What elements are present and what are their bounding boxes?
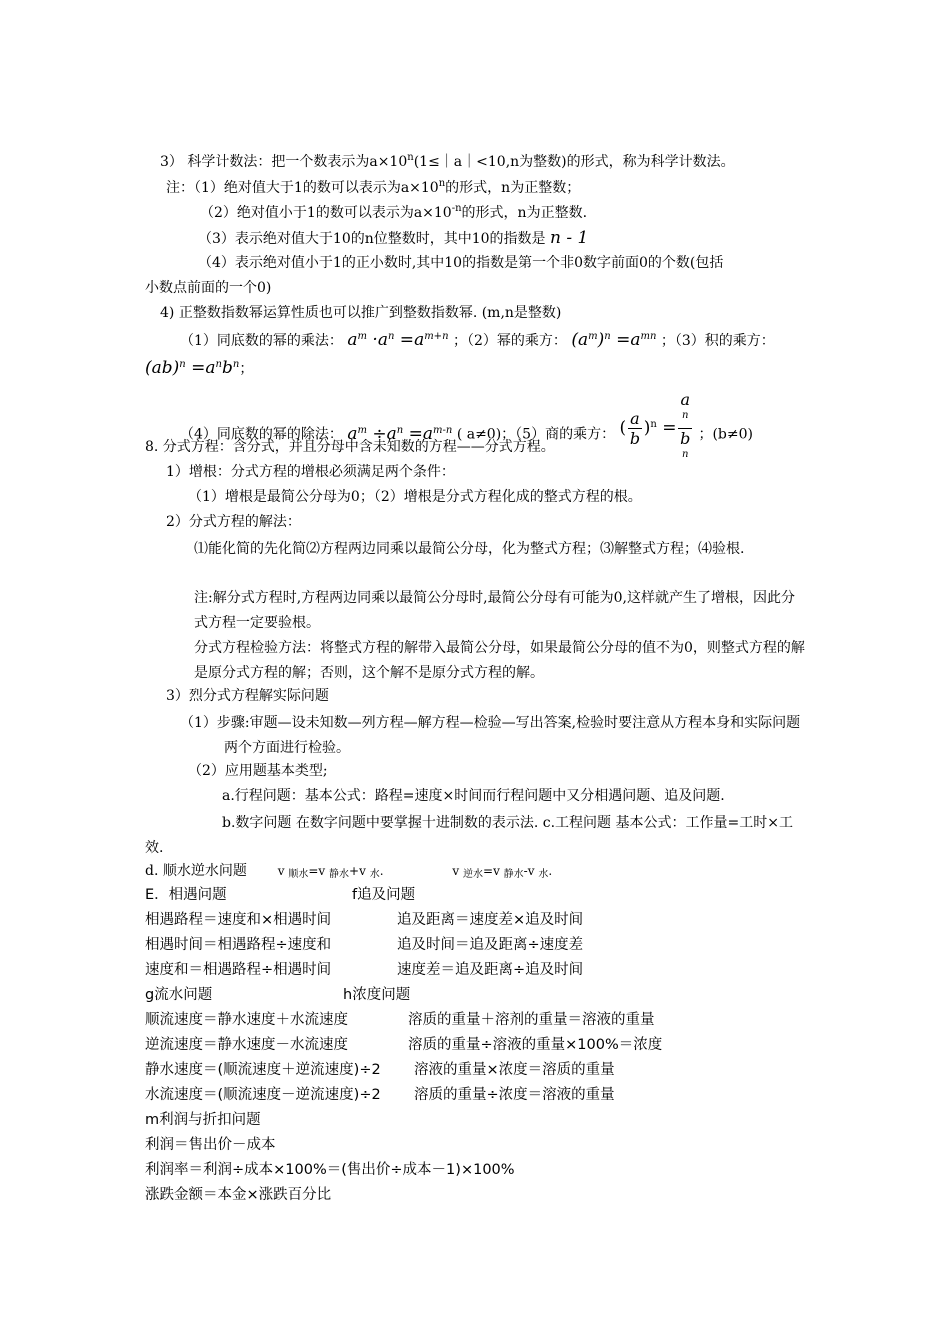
upstream-formula: v $_{逆水}$=v $_{静水}$-v $_水$. <box>452 864 553 880</box>
note-4-line-1: （4）表示绝对值小于1的正小数时,其中10的指数是第一个非0数字前面0的个数(包括 <box>198 255 724 271</box>
note-4-line-2: 小数点前面的一个0) <box>145 280 272 296</box>
table-row: 相遇时间＝相遇路程÷速度和 <box>145 937 332 953</box>
fractional-equation-title: 8. 分式方程：含分式，并且分母中含未知数的方程——分式方程。 <box>145 439 555 455</box>
extraneous-root-heading: 1）增根：分式方程的增根必须满足两个条件： <box>166 464 455 480</box>
travel-problem: a.行程问题：基本公式：路程=速度×时间而行程问题中又分相遇问题、追及问题. <box>222 788 725 804</box>
formula-quotient-power: ( $\frac{a}{b}$ )$^n$ = a $^n$ b $^n$ <box>619 390 691 460</box>
table-row: E．相遇问题 <box>145 887 227 903</box>
formula-quotient-rule: $a^m \div a^n =a^{m-n}$ <box>347 423 453 444</box>
table-row-right: 溶质的重量÷溶液的重量×100%＝浓度 <box>408 1037 663 1053</box>
profit-formula: 利润＝售出价－成本 <box>145 1137 276 1153</box>
table-row-right: 溶质的重量＋溶剂的重量＝溶液的重量 <box>408 1012 655 1028</box>
scientific-notation-title: 3） 科学计数法：把一个数表示为$a\times 10^n(1\le|a|<10,n$为整数)的形式，称为科学计数法。 <box>160 152 735 170</box>
table-row-right: 溶液的重量×浓度＝溶质的重量 <box>414 1062 615 1078</box>
solving-steps: ⑴能化简的先化简⑵方程两边同乘以最简公分母，化为整式方程；⑶解整式方程；⑷验根. <box>194 541 745 557</box>
table-row-right: 速度差＝追及距离÷追及时间 <box>397 962 584 978</box>
table-row-right: 追及时间＝追及距离÷速度差 <box>397 937 584 953</box>
downstream-formula: v $_{顺水}$=v $_{静水}$+v $_水$. <box>277 864 384 880</box>
exponent-rules-line-3: （4）同底数的幂的除法： $a^m \div a^n =a^{m-n}$ ( a≠0)；（5）商的乘方： ( $\frac{a}{b}$ )$^n$ = a $^n$ b $^n$ ；(b≠0) <box>180 396 753 473</box>
problem-types-heading: （2）应用题基本类型; <box>188 763 328 779</box>
note-3: （3）表示绝对值大于10的n位整数时，其中10的指数是 n - 1 <box>198 228 589 248</box>
formula-product-power: $(ab)^n =a^nb^n$ <box>145 358 240 378</box>
formula-power-rule: $(a^m)^n =a^{mn}$ <box>571 330 657 350</box>
table-row-right: f追及问题 <box>352 887 416 903</box>
change-amount-formula: 涨跌金额＝本金×涨跌百分比 <box>145 1187 332 1203</box>
table-row: 顺流速度＝静水速度＋水流速度 <box>145 1012 348 1028</box>
exponent-rules-title: 4) 正整数指数幂运算性质也可以推广到整数指数幂. (m,n是整数) <box>160 305 562 321</box>
practical-problems-heading: 3）烈分式方程解实际问题 <box>166 688 329 704</box>
formula-product-rule: $a^m \cdot a^n =a^{m+n}$ <box>347 330 449 350</box>
exponent-rules-line-2: $(ab)^n =a^nb^n$； <box>145 358 254 378</box>
profit-rate-formula: 利润率＝利润÷成本×100%＝(售出价÷成本－1)×100% <box>145 1162 515 1178</box>
note-2: （2）绝对值小于1的数可以表示为$a\times 10^{-n}$的形式，n为正整数. <box>200 203 588 221</box>
table-row-right: 溶质的重量÷浓度＝溶液的重量 <box>414 1087 615 1103</box>
check-method: 分式方程检验方法：将整式方程的解带入最简公分母，如果最简公分母的值不为0，则整式方程的解是原分式方程的解；否则，这个解不是原分式方程的解。 <box>194 640 805 681</box>
profit-heading: m利润与折扣问题 <box>145 1112 261 1128</box>
table-row: 逆流速度＝静水速度－水流速度 <box>145 1037 348 1053</box>
table-row: 速度和＝相遇路程÷相遇时间 <box>145 962 332 978</box>
solving-note: 注:解分式方程时,方程两边同乘以最简公分母时,最简公分母有可能为0,这样就产生了增根，因此分式方程一定要验根。 <box>194 590 795 631</box>
note-1: 注：（1）绝对值大于1的数可以表示为$a\times 10^n$的形式，n为正整数； <box>166 178 581 196</box>
table-row: g流水问题 <box>145 987 213 1003</box>
solving-method-heading: 2）分式方程的解法： <box>166 514 301 530</box>
extraneous-root-conditions: （1）增根是最简公分母为0；（2）增根是分式方程化成的整式方程的根。 <box>188 489 642 505</box>
table-row: 静水速度＝(顺流速度＋逆流速度)÷2 <box>145 1062 381 1078</box>
number-work-problem: b.数字问题 在数字问题中要掌握十进制数的表示法. c.工程问题 基本公式：工作量=工时×工效. <box>145 815 793 856</box>
practical-steps: （1）步骤:审题—设未知数—列方程—解方程—检验—写出答案,检验时要注意从方程本身和实际问题两个方面进行检验。 <box>180 715 801 756</box>
table-row-right: h浓度问题 <box>343 987 411 1003</box>
table-row: 水流速度＝(顺流速度－逆流速度)÷2 <box>145 1087 381 1103</box>
current-problem-line: d. 顺水逆水问题 v $_{顺水}$=v $_{静水}$+v $_水$. v $_{逆水}$=v $_{静水}$-v $_水$. <box>145 863 553 880</box>
exponent-rules-line-1: （1）同底数的幂的乘法： $a^m \cdot a^n =a^{m+n}$ ；（2）幂的乘方： $(a^m)^n =a^{mn}$ ；（3）积的乘方： <box>180 330 775 350</box>
table-row-right: 追及距离＝速度差×追及时间 <box>397 912 584 928</box>
table-row: 相遇路程＝速度和×相遇时间 <box>145 912 332 928</box>
